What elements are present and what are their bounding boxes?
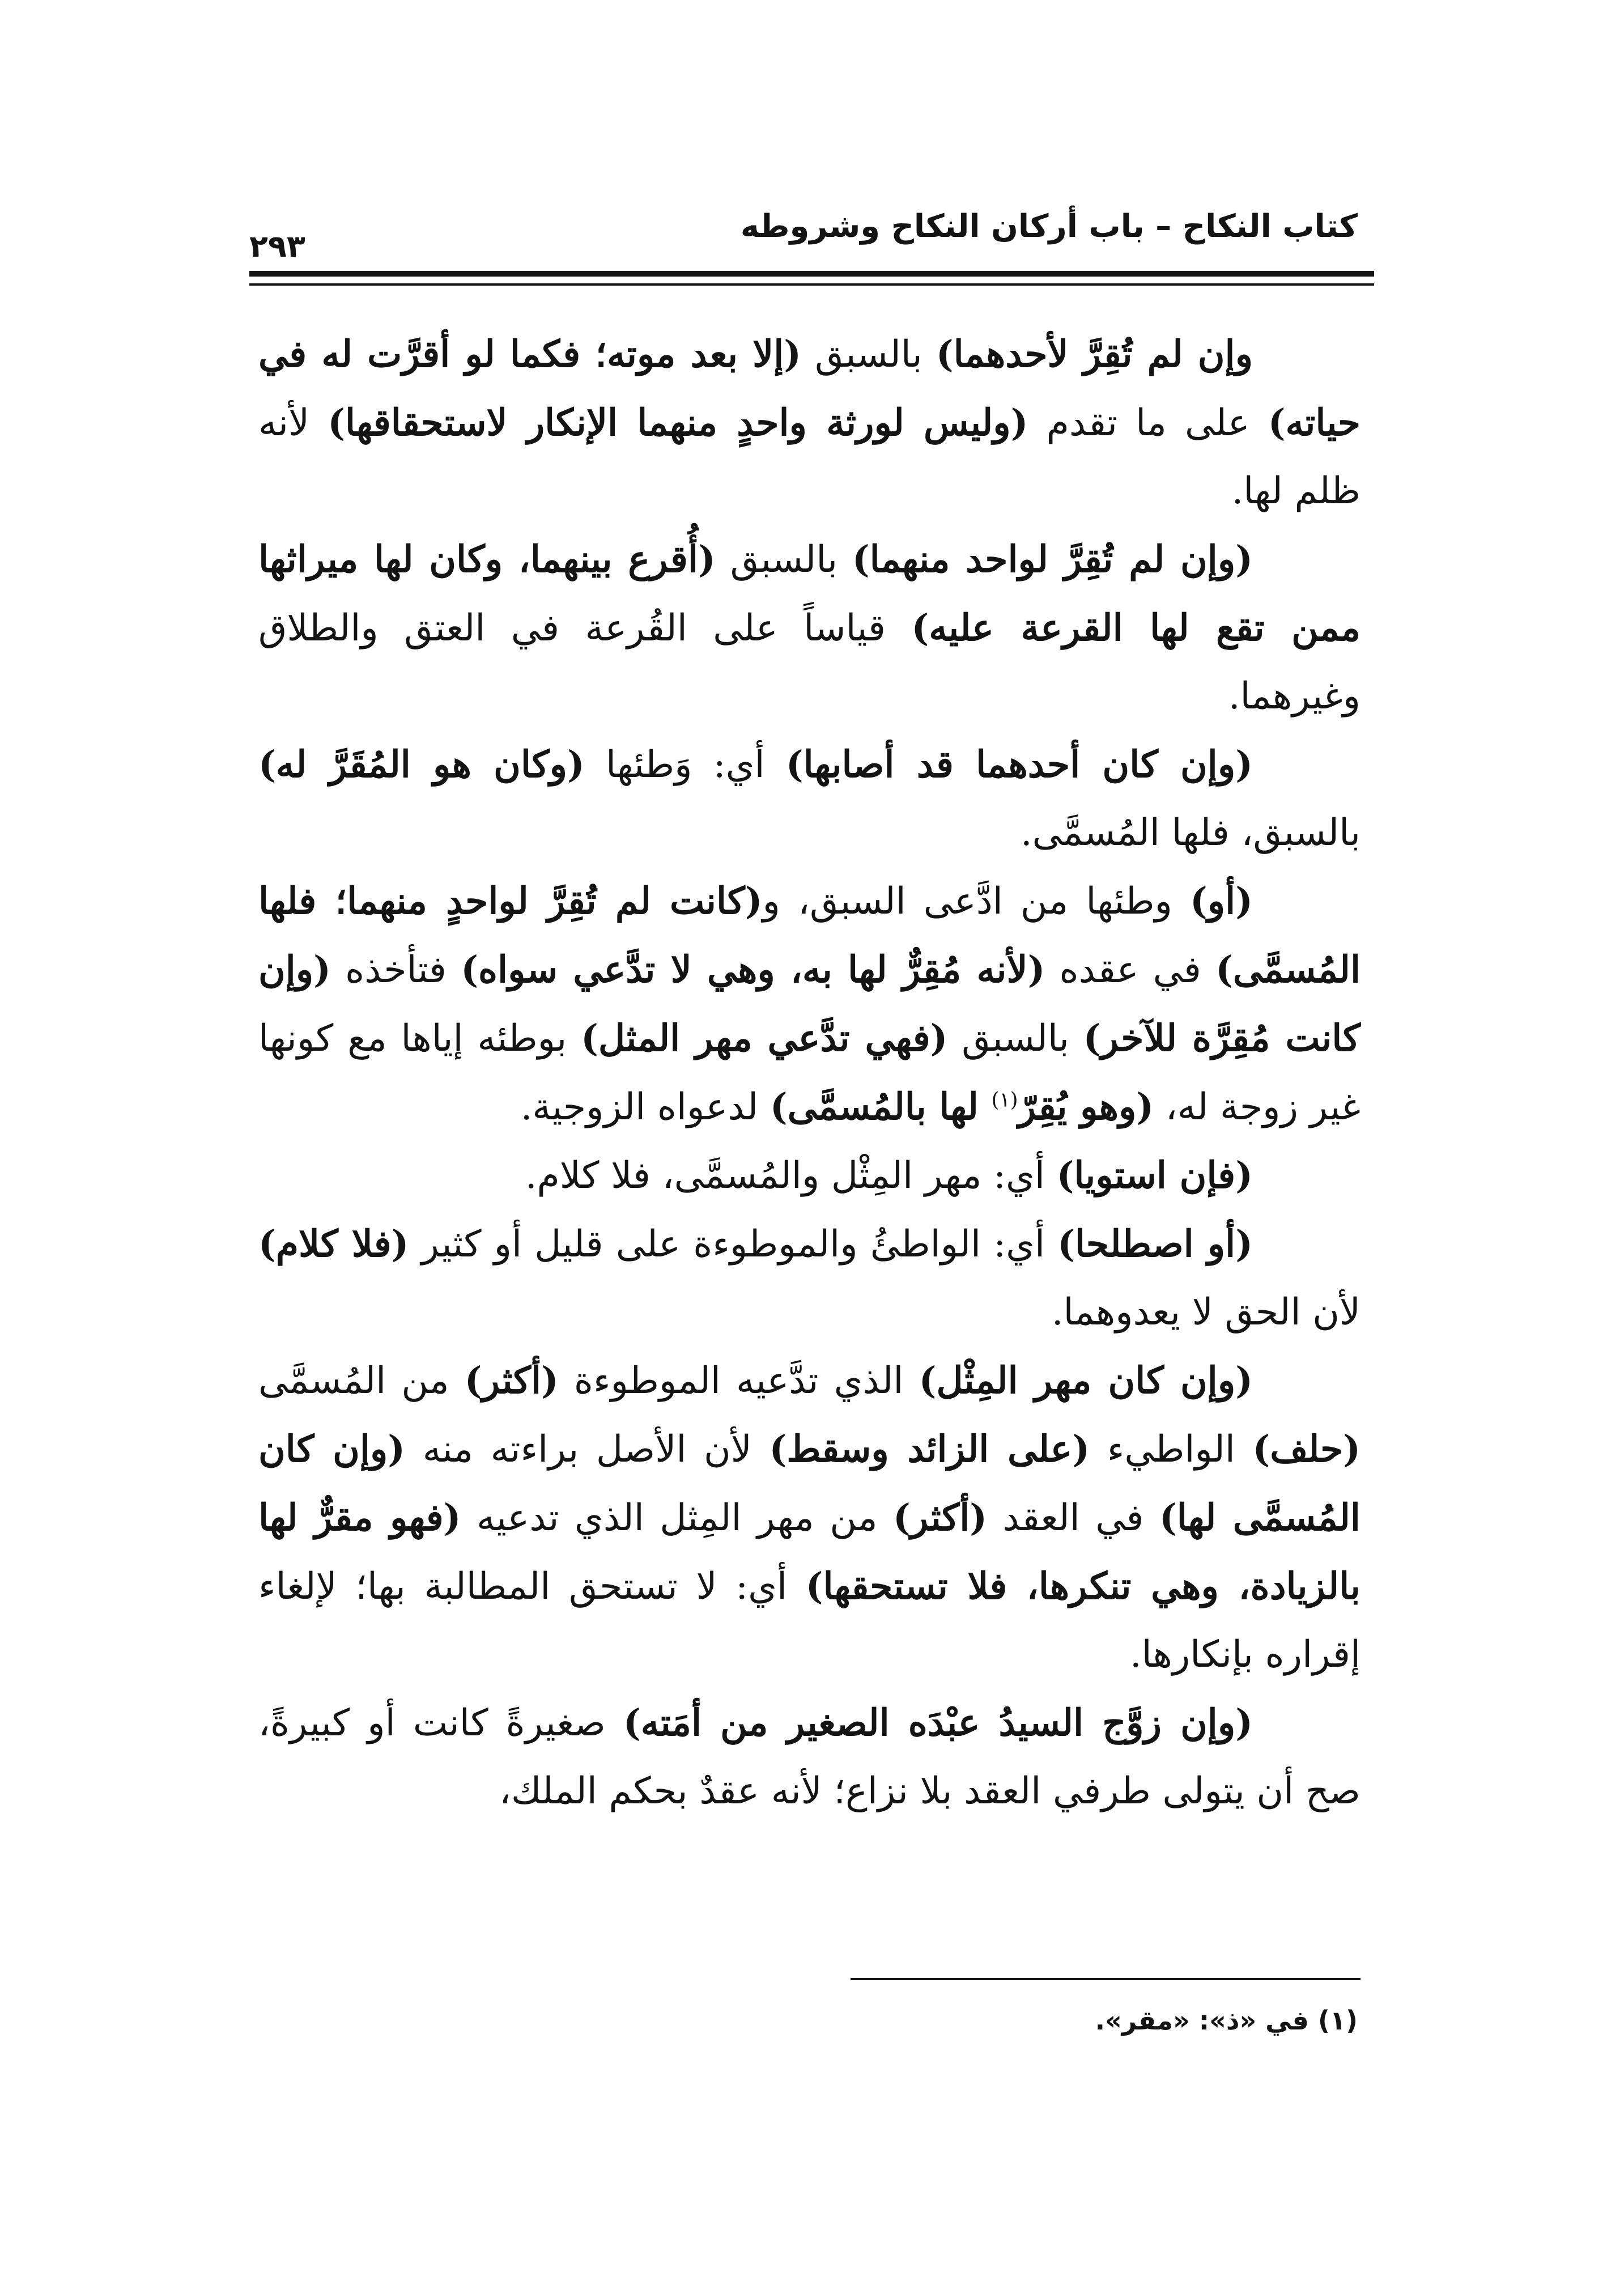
paragraph-4 xyxy=(258,867,1361,1141)
sharh-text: لدعواه الزوجية. xyxy=(520,1086,770,1128)
paragraph-2 xyxy=(258,525,1361,731)
page-number: ٢٩٣ xyxy=(249,228,305,264)
paragraph-5 xyxy=(258,1141,1361,1210)
matn-text: (وإن كان المُسمَّى لها) xyxy=(258,1428,1361,1539)
sharh-text: في العقد xyxy=(987,1497,1159,1539)
body-text xyxy=(258,320,1361,1825)
sharh-text: لأن الحق لا يعدوهما. xyxy=(1051,1291,1361,1334)
paragraph-6 xyxy=(258,1210,1361,1347)
sharh-text: بالسبق xyxy=(801,333,936,376)
matn-text: لها بالمُسمَّى) xyxy=(770,1085,992,1128)
footnote: (١) في «ذ»: «مقر». xyxy=(1095,2005,1358,2036)
matn-text: (وكان هو المُقَرَّ له) xyxy=(258,743,585,786)
paragraph-3 xyxy=(258,731,1361,867)
sharh-text: بالسبق، فلها المُسمَّى. xyxy=(1020,812,1361,854)
sharh-text: بالسبق xyxy=(715,538,852,581)
matn-text: (فهو مقرٌّ لها بالزيادة، وهي تنكرها، فلا تستحقها) xyxy=(258,1496,1361,1608)
sharh-text: بالسبق xyxy=(947,1017,1083,1060)
matn-text: (وإن لم تُقِرَّ لواحد منهما) xyxy=(852,538,1253,581)
paragraph-7 xyxy=(258,1347,1361,1689)
sharh-text: على ما تقدم xyxy=(1028,402,1268,444)
running-title: كتاب النكاح – باب أركان النكاح وشروطه xyxy=(740,208,1358,245)
sharh-text: من مهر المِثل الذي تدعيه xyxy=(461,1497,894,1539)
matn-text: (فهي تدَّعي مهر المثل) xyxy=(581,1017,948,1060)
sharh-text: قياساً على القُرعة في العتق والطلاق وغيرهما. xyxy=(258,607,1361,717)
matn-text: (وإن كان مهر المِثْل) xyxy=(919,1359,1253,1402)
matn-text: (أو) xyxy=(1190,880,1253,923)
matn-text: (أُقرع بينهما، وكان لها ميراثها ممن تقع لها القرعة عليه) xyxy=(258,538,1361,649)
matn-text: (فإن استويا) xyxy=(1056,1154,1253,1197)
sharh-text: لأن الأصل براءته منه xyxy=(405,1428,770,1471)
sharh-text: الذي تدَّعيه الموطوءة xyxy=(558,1360,919,1402)
footnote-rule xyxy=(851,1978,1361,1980)
matn-text: (فلا كلام) xyxy=(258,1222,409,1266)
sharh-text: لأنه ظلم لها. xyxy=(258,402,1361,512)
header-rule-thick xyxy=(249,271,1374,277)
matn-text: وإن لم تُقِرَّ لأحدهما) xyxy=(936,333,1253,376)
sharh-text: بوطئه إياها مع كونها غير زوجة له، xyxy=(258,1017,1361,1128)
matn-text: (أكثر) xyxy=(893,1496,988,1539)
sharh-text: أي: لا تستحق المطالبة بها؛ لإلغاء إقراره بإنكارها. xyxy=(258,1565,1361,1676)
sharh-text: الواطيء xyxy=(1090,1428,1253,1471)
matn-text: (وإن كانت مُقِرَّة للآخر) xyxy=(258,948,1361,1060)
sharh-text: أي: مهر المِثْل والمُسمَّى، فلا كلام. xyxy=(525,1154,1057,1197)
sharh-text: وطئها من ادَّعى السبق، و xyxy=(762,880,1191,923)
sharh-text: أي: وَطئها xyxy=(584,744,786,786)
matn-text: (وليس لورثة واحدٍ منهما الإنكار لاستحقاقها) xyxy=(328,401,1028,444)
sharh-text: من المُسمَّى xyxy=(258,1360,465,1402)
sharh-text: أي: الواطئُ والموطوءة على قليل أو كثير xyxy=(409,1223,1058,1266)
footnote-marker: (١) xyxy=(991,1088,1018,1112)
matn-text: (كانت لم تُقِرَّ لواحدٍ منهما؛ فلها المُسمَّى) xyxy=(258,880,1361,991)
matn-text: (إلا بعد موته؛ فكما لو أقرَّت له في حياته) xyxy=(258,333,1361,444)
matn-text: (على الزائد وسقط) xyxy=(769,1428,1090,1471)
paragraph-1 xyxy=(258,320,1361,525)
matn-text: (أكثر) xyxy=(464,1359,559,1402)
matn-text: (حلف) xyxy=(1252,1428,1361,1471)
matn-text: (أو اصطلحا) xyxy=(1057,1222,1253,1266)
matn-text: (وإن زوَّج السيدُ عبْدَه الصغير من أمَته) xyxy=(623,1701,1253,1744)
sharh-text: في عقده xyxy=(1045,949,1216,991)
matn-text: (وإن كان أحدهما قد أصابها) xyxy=(785,743,1253,786)
paragraph-8 xyxy=(258,1689,1361,1825)
sharh-text: فتأخذه xyxy=(330,949,461,991)
sharh-text: صغيرةً كانت أو كبيرةً، صح أن يتولى طرفي العقد بلا نزاع؛ لأنه عقدٌ بحكم الملك، xyxy=(258,1702,1361,1812)
header-rule-thin xyxy=(249,283,1374,286)
matn-text: (لأنه مُقِرٌّ لها به، وهي لا تدَّعي سواه) xyxy=(461,948,1045,991)
matn-text: (وهو يُقِرّ xyxy=(1018,1085,1154,1128)
